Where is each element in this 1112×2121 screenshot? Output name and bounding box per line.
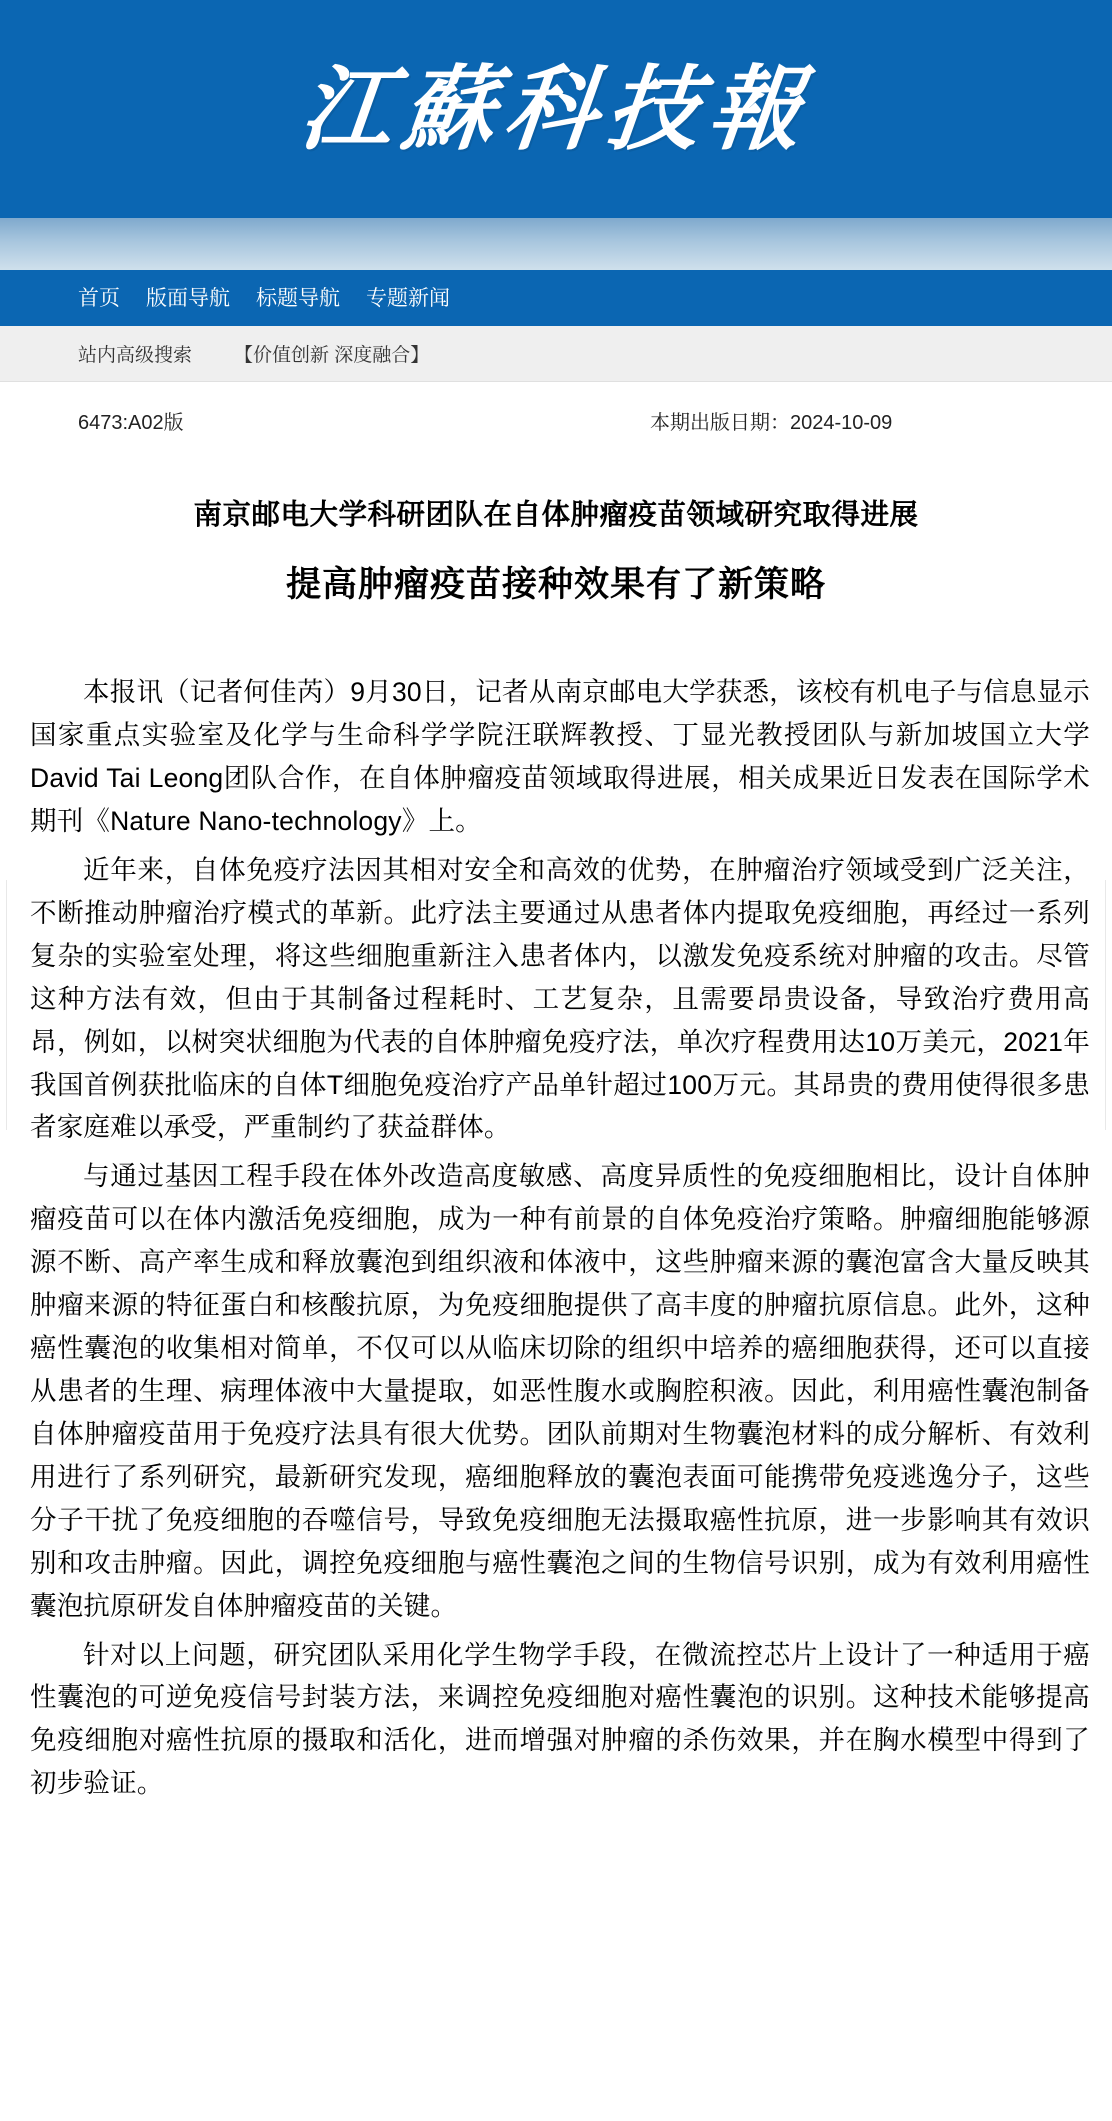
sub-headline: 南京邮电大学科研团队在自体肿瘤疫苗领域研究取得进展 — [193, 499, 919, 531]
headline-block — [0, 458, 1112, 611]
slogan-text: 【价值创新 深度融合】 — [234, 345, 430, 366]
masthead-gradient-band — [0, 218, 1112, 270]
issue-number: 6473:A02版 — [78, 411, 184, 434]
masthead — [0, 0, 1112, 218]
article-body — [0, 611, 1112, 1851]
nav-item-layout-guide[interactable]: 版面导航 — [146, 286, 230, 310]
issue-meta — [0, 382, 1112, 458]
advanced-search-link[interactable]: 站内高级搜索 — [78, 345, 193, 366]
article-paragraph: 本报讯（记者何佳芮）9月30日，记者从南京邮电大学获悉，该校有机电子与信息显示国家重点实验室及化学与生命科学学院汪联辉教授、丁显光教授团队与新加坡国立大学David Tai Leong团队合作，在自体肿瘤疫苗领域取得进展，相关成果近日发表在国际学术期刊《Nature Nano-technology》上。 — [30, 677, 1090, 837]
nav-item-headline-guide[interactable]: 标题导航 — [256, 286, 340, 310]
page-edge-rule-right — [1105, 880, 1106, 1130]
article-paragraph: 与通过基因工程手段在体外改造高度敏感、高度异质性的免疫细胞相比，设计自体肿瘤疫苗可以在体内激活免疫细胞，成为一种有前景的自体免疫治疗策略。肿瘤细胞能够源源不断、高产率生成和释放囊泡到组织液和体液中，这些肿瘤来源的囊泡富含大量反映其肿瘤来源的特征蛋白和核酸抗原，为免疫细胞提供了高丰度的肿瘤抗原信息。此外，这种癌性囊泡的收集相对简单，不仅可以从临床切除的组织中培养的癌细胞获得，还可以直接从患者的生理、病理体液中大量提取，如恶性腹水或胸腔积液。因此，利用癌性囊泡制备自体肿瘤疫苗用于免疫疗法具有很大优势。团队前期对生物囊泡材料的成分解析、有效利用进行了系列研究，最新研究发现，癌细胞释放的囊泡表面可能携带免疫逃逸分子，这些分子干扰了免疫细胞的吞噬信号，导致免疫细胞无法摄取癌性抗原，进一步影响其有效识别和攻击肿瘤。因此，调控免疫细胞与癌性囊泡之间的生物信号识别，成为有效利用癌性囊泡抗原研发自体肿瘤疫苗的关键。 — [30, 1161, 1090, 1621]
publish-date: 本期出版日期：2024-10-09 — [650, 411, 893, 434]
main-navigation — [0, 270, 1112, 326]
nav-item-home[interactable]: 首页 — [78, 286, 120, 310]
nav-item-special-news[interactable]: 专题新闻 — [366, 286, 450, 310]
masthead-title: 江蘇科技報 — [295, 55, 817, 163]
page-title: 提高肿瘤疫苗接种效果有了新策略 — [285, 564, 826, 604]
page-edge-rule-left — [6, 880, 7, 1130]
article-paragraph: 近年来，自体免疫疗法因其相对安全和高效的优势，在肿瘤治疗领域受到广泛关注，不断推动肿瘤治疗模式的革新。此疗法主要通过从患者体内提取免疫细胞，再经过一系列复杂的实验室处理，将这些细胞重新注入患者体内，以激发免疫系统对肿瘤的攻击。尽管这种方法有效，但由于其制备过程耗时、工艺复杂，且需要昂贵设备，导致治疗费用高昂，例如，以树突状细胞为代表的自体肿瘤免疫疗法，单次疗程费用达10万美元，2021年我国首例获批临床的自体T细胞免疫治疗产品单针超过100万元。其昂贵的费用使得很多患者家庭难以承受，严重制约了获益群体。 — [30, 854, 1090, 1143]
secondary-bar — [0, 326, 1112, 382]
article-paragraph: 针对以上问题，研究团队采用化学生物学手段，在微流控芯片上设计了一种适用于癌性囊泡的可逆免疫信号封装方法，来调控免疫细胞对癌性囊泡的识别。这种技术能够提高免疫细胞对癌性抗原的摄取和活化，进而增强对肿瘤的杀伤效果，并在胸水模型中得到了初步验证。 — [30, 1639, 1090, 1799]
